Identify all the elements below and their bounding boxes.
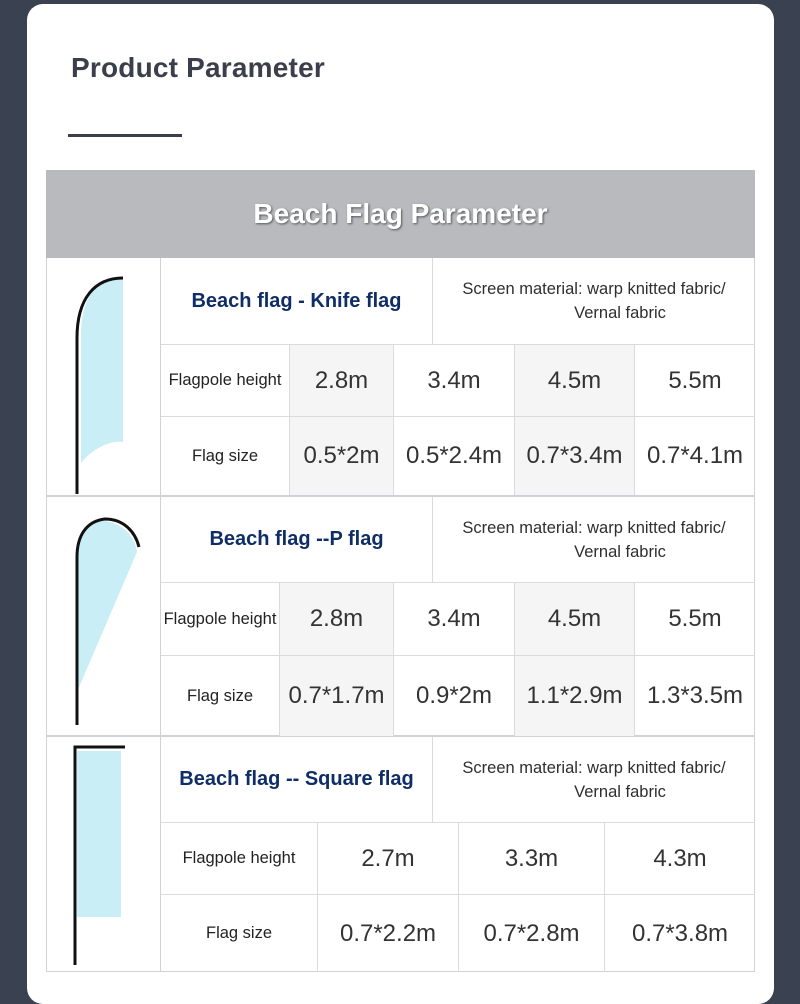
product-name: Beach flag - Knife flag <box>191 289 402 312</box>
height-value: 5.5m <box>635 345 755 417</box>
material-line: Screen material: warp knitted fabric/ <box>462 518 726 537</box>
material-line: Vernal fabric <box>574 304 666 322</box>
size-value: 0.7*3.8m <box>631 919 729 947</box>
row-label-height: Flagpole height <box>161 583 280 656</box>
knife-flag-icon <box>47 258 160 495</box>
product-image-cell <box>47 737 161 972</box>
size-value: 0.9*2m <box>394 656 515 736</box>
height-value: 4.5m <box>515 345 635 417</box>
row-label-size: Flag size <box>161 895 318 972</box>
square-flag-icon <box>47 737 160 972</box>
banner-title: Beach Flag Parameter <box>253 198 548 229</box>
size-value: 0.5*2.4m <box>394 417 515 495</box>
size-value: 0.5*2m <box>290 417 394 495</box>
size-value: 0.7*4.1m <box>646 442 744 469</box>
height-value: 3.3m <box>459 823 605 895</box>
product-image-cell <box>47 258 161 495</box>
material-line: Vernal fabric <box>574 542 666 561</box>
row-label-height: Flagpole height <box>161 823 318 895</box>
p-flag-icon <box>47 497 160 736</box>
product-section-p <box>46 496 755 736</box>
product-section-knife <box>46 258 755 496</box>
page-title: Product Parameter <box>71 52 325 83</box>
product-section-square <box>46 736 755 972</box>
height-value: 3.4m <box>394 583 515 656</box>
height-value: 4.5m <box>515 583 635 656</box>
title-underline <box>68 134 182 137</box>
height-value: 2.8m <box>280 583 394 656</box>
size-value: 0.7*3.4m <box>515 417 635 495</box>
row-label-height: Flagpole height <box>161 345 290 417</box>
material-cell <box>433 497 755 583</box>
height-value: 5.5m <box>635 583 755 656</box>
row-label-size: Flag size <box>161 656 280 736</box>
material-cell <box>433 258 755 345</box>
material-line: Screen material: warp knitted fabric/ <box>462 758 726 777</box>
size-value: 1.3*3.5m <box>646 682 744 709</box>
size-value: 1.1*2.9m <box>515 656 635 736</box>
size-value: 0.7*1.7m <box>280 656 394 736</box>
product-name-cell <box>161 258 433 345</box>
height-value: 3.4m <box>394 345 515 417</box>
product-name: Beach flag -- Square flag <box>179 768 414 790</box>
material-cell <box>433 737 755 823</box>
product-name-cell <box>161 497 433 583</box>
row-label-size: Flag size <box>161 417 290 495</box>
size-value: 0.7*2.2m <box>318 895 459 972</box>
material-line: Vernal fabric <box>574 782 666 801</box>
product-image-cell <box>47 497 161 736</box>
height-value: 2.8m <box>290 345 394 417</box>
product-name: Beach flag --P flag <box>209 528 384 550</box>
size-value: 0.7*2.8m <box>459 895 605 972</box>
table-banner <box>46 170 755 258</box>
height-value: 2.7m <box>318 823 459 895</box>
product-name-cell <box>161 737 433 823</box>
height-value: 4.3m <box>605 823 755 895</box>
material-line: Screen material: warp knitted fabric/ <box>462 280 726 298</box>
